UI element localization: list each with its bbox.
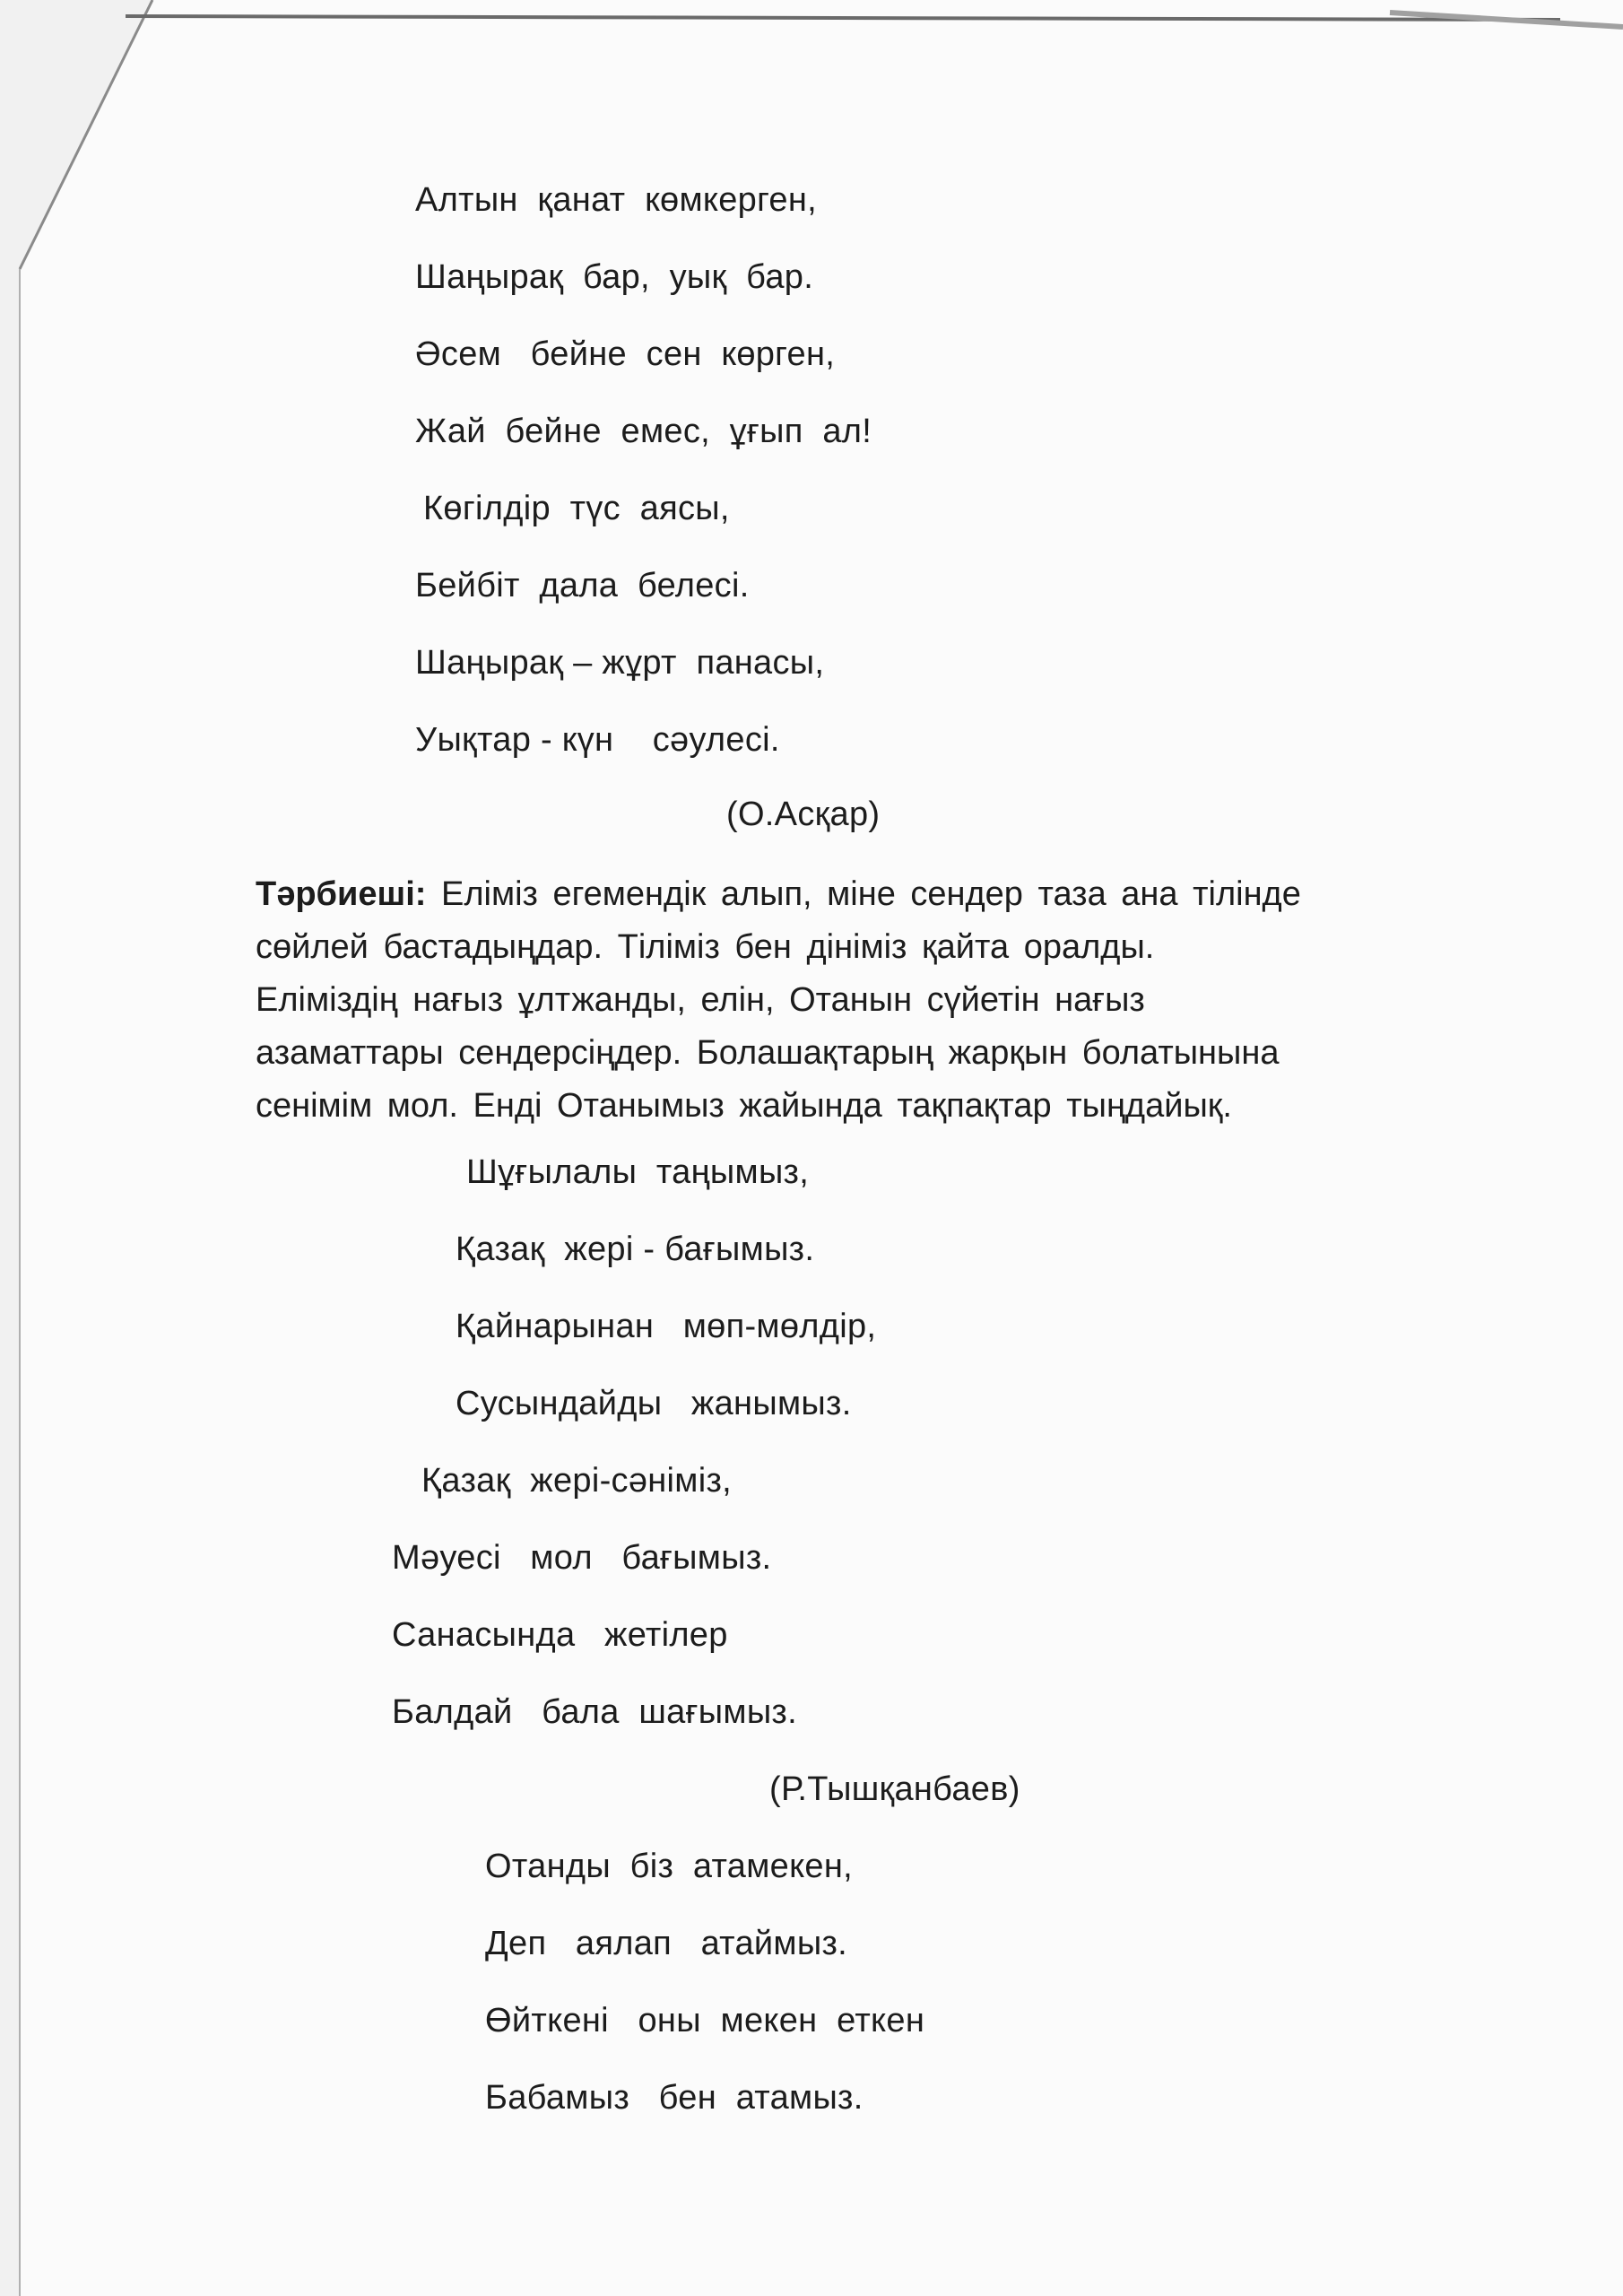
poem-line: Балдай бала шағымыз. — [392, 1693, 798, 1731]
poem-line: Қазақ жері-сәніміз, — [421, 1462, 733, 1500]
poem-line: Қазақ жері - бағымыз. — [456, 1231, 815, 1268]
poem-line: Бейбіт дала белесі. — [415, 567, 750, 604]
teacher-speech-line: азаматтары сендерсіңдер. Болашақтарың жарқын болатынына — [256, 1034, 1280, 1072]
teacher-speech — [256, 868, 1511, 1133]
poem-line: Шаңырақ бар, уық бар. — [415, 258, 814, 296]
poem-line: Өйткені оны мекен еткен — [485, 2002, 925, 2039]
poem-line: Жай бейне емес, ұғып ал! — [415, 413, 872, 450]
poem-line: Деп аялап атаймыз. — [485, 1925, 848, 1962]
teacher-speech-line: сөйлей бастадыңдар. Тіліміз бен дініміз қайта оралды. — [256, 928, 1155, 966]
speaker-label: Тәрбиеші: — [256, 875, 427, 913]
poem-line: Әсем бейне сен көрген, — [415, 335, 836, 373]
poem-line: Уықтар - күн сәулесі. — [415, 721, 780, 759]
teacher-speech-line — [256, 868, 1511, 921]
poem-line: Бабамыз бен атамыз. — [485, 2079, 864, 2117]
poem-line: Шұғылалы таңымыз, — [466, 1153, 810, 1191]
poem-line: Отанды біз атамекен, — [485, 1848, 853, 1885]
teacher-speech-text: Еліміз егемендік алып, міне сендер таза ана тілінде — [426, 875, 1301, 913]
poem-line: Шаңырақ – жұрт панасы, — [415, 644, 825, 682]
poem-author: (О.Асқар) — [726, 796, 881, 833]
poem-line: Мәуесі мол бағымыз. — [392, 1539, 772, 1577]
poem-author: (Р.Тышқанбаев) — [769, 1770, 1020, 1808]
poem-line: Көгілдір түс аясы, — [423, 490, 730, 527]
poem-line: Санасында жетілер — [392, 1616, 728, 1654]
poem-line: Алтын қанат көмкерген, — [415, 181, 818, 219]
teacher-speech-line: Еліміздің нағыз ұлтжанды, елін, Отанын сүйетін нағыз — [256, 981, 1145, 1019]
poem-line: Қайнарынан мөп-мөлдір, — [456, 1308, 877, 1345]
poem-line: Сусындайды жанымыз. — [456, 1385, 852, 1422]
teacher-speech-line: сенімім мол. Енді Отанымыз жайында тақпақтар тыңдайық. — [256, 1087, 1232, 1125]
